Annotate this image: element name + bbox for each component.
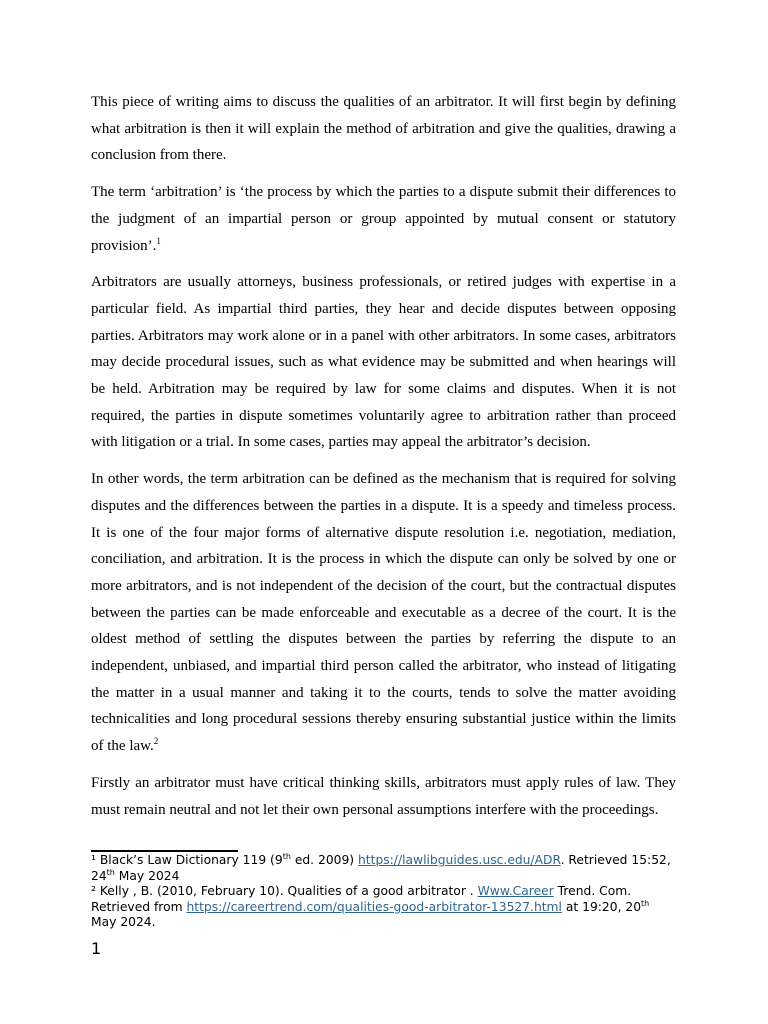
footnote-1-text-b: ed. 2009) bbox=[290, 853, 359, 867]
footnote-2-text-a: Kelly , B. (2010, February 10). Qualities of a good arbitrator . bbox=[95, 884, 478, 898]
paragraph-qualities bbox=[91, 770, 676, 823]
footnote-2-text-c: at 19:20, 20 bbox=[561, 899, 642, 914]
footnote-1-sup-b: th bbox=[106, 867, 115, 877]
footnote-2 bbox=[91, 884, 676, 931]
paragraph-definition bbox=[91, 179, 676, 259]
footnote-1-link[interactable]: https://lawlibguides.usc.edu/ADR bbox=[358, 853, 561, 867]
footnote-1-marker: ¹ bbox=[91, 853, 96, 867]
footnote-1-text-c: . Retrieved 15:52, 24 bbox=[91, 853, 671, 883]
footnote-reference-2[interactable]: 2 bbox=[153, 736, 159, 747]
footnote-2-link-a[interactable]: Www.Career bbox=[477, 884, 554, 898]
footnote-1-sup-a: th bbox=[282, 851, 291, 861]
footnote-2-sup: th bbox=[641, 898, 650, 908]
footnote-reference-1[interactable]: 1 bbox=[156, 235, 161, 246]
footnote-separator bbox=[91, 850, 238, 852]
paragraph-other-words-text: In other words, the term arbitration can be defined as the mechanism that is required for solving disputes and the differences between the parties in a dispute. It is a speedy and timeless process. It is one of the four major forms of alternative dispute resolution i.e. negotiation, mediation, conciliation, and arbitration. It is the process in which the dispute can only be solved by one or more arbitrators, and is not independent of the decision of the court, but the contractual disputes between the parties can be made enforceable and executable as a decree of the court. It is the oldest method of settling the disputes between the parties by referring the dispute to an independent, unbiased, and impartial third person called the arbitrator, who instead of litigating the matter in a usual manner and taking it to the courts, tends to solve the matter avoiding technicalities and long procedural sessions thereby ensuring substantial justice within the limits of the law. bbox=[91, 471, 676, 755]
footnotes bbox=[91, 853, 676, 931]
paragraph-intro bbox=[91, 89, 676, 169]
paragraph-other-words bbox=[91, 466, 676, 760]
paragraph-qualities-text: Firstly an arbitrator must have critical thinking skills, arbitrators must apply rules of law. They must remain neutral and not let their own personal assumptions interfere with the proceedings. bbox=[91, 774, 676, 818]
footnote-2-text-b: Trend. Com. Retrieved from bbox=[91, 884, 632, 914]
footnote-2-marker: ² bbox=[91, 884, 96, 898]
footnote-2-text-d: May 2024. bbox=[91, 915, 156, 929]
footnote-2-link-b[interactable]: https://careertrend.com/qualities-good-arbitrator-13527.html bbox=[186, 899, 562, 914]
paragraph-definition-text: The term ‘arbitration’ is ‘the process by which the parties to a dispute submit their differences to the judgment of an impartial person or group appointed by mutual consent or statutory provision’. bbox=[91, 184, 676, 254]
paragraph-arbitrators-text: Arbitrators are usually attorneys, business professionals, or retired judges with expertise in a particular field. As impartial third parties, they hear and decide disputes between opposing parties. Arbitrators may work alone or in a panel with other arbitrators. In some cases, arbitrators may decide procedural issues, such as what evidence may be submitted and when hearings will be held. Arbitration may be required by law for some claims and disputes. When it is not required, the parties in dispute sometimes voluntarily agree to arbitration rather than proceed with litigation or a trial. In some cases, parties may appeal the arbitrator’s decision. bbox=[91, 274, 676, 451]
paragraph-arbitrators bbox=[91, 269, 676, 456]
body-text bbox=[91, 89, 676, 833]
paragraph-intro-text: This piece of writing aims to discuss the qualities of an arbitrator. It will first begin by defining what arbitration is then it will explain the method of arbitration and give the qualities, drawing a conclusion from there. bbox=[91, 94, 676, 164]
footnote-1-text-d: May 2024 bbox=[114, 868, 180, 883]
page-number: 1 bbox=[91, 939, 102, 958]
footnote-1-text-a: Black’s Law Dictionary 119 (9 bbox=[95, 853, 283, 867]
footnote-1 bbox=[91, 853, 676, 884]
